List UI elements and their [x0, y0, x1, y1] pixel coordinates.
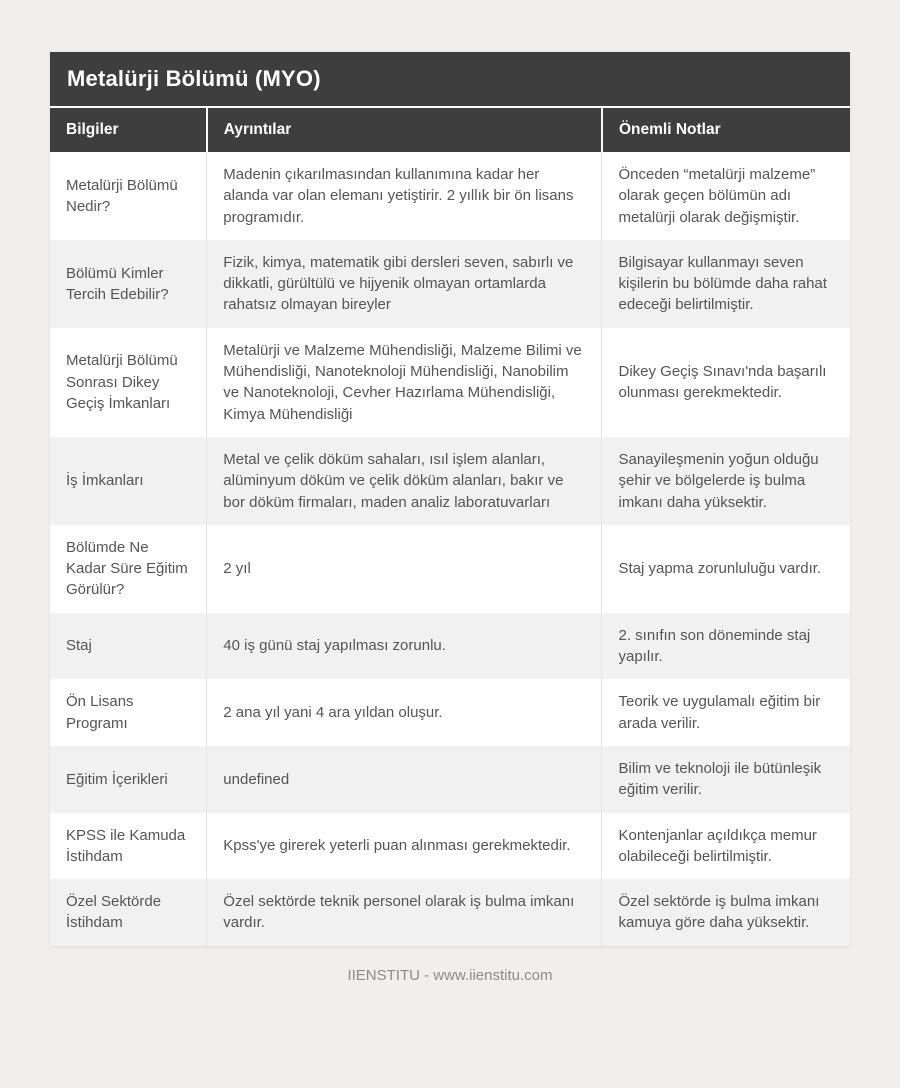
table-row — [50, 152, 850, 240]
cell-info: İş İmkanları — [66, 472, 144, 490]
cell-notes: Sanayileşmenin yoğun olduğu şehir ve bölgelerde iş bulma imkanı daha yüksektir. — [602, 437, 850, 525]
column-header-onemli-notlar: Önemli Notlar — [602, 108, 850, 152]
cell-notes: 2. sınıfın son döneminde staj yapılır. — [602, 613, 850, 680]
cell-details: 2 yıl — [207, 525, 602, 613]
column-header-ayrintilar: Ayrıntılar — [207, 108, 602, 152]
cell-notes: Staj yapma zorunluluğu vardır. — [602, 525, 850, 613]
footer-text: IIENSTITU - www.iienstitu.com — [347, 966, 553, 984]
cell-details: undefined — [207, 746, 602, 813]
cell-notes: Kontenjanlar açıldıkça memur olabileceği belirtilmiştir. — [602, 813, 850, 880]
cell-info: Metalürji Bölümü Sonrası Dikey Geçiş İmkanları — [66, 352, 178, 413]
cell-info: Bölümde Ne Kadar Süre Eğitim Görülür? — [66, 538, 188, 599]
cell-details: Metalürji ve Malzeme Mühendisliği, Malzeme Bilimi ve Mühendisliği, Nanoteknoloji Mühendisliği, Nanobilim ve Nanoteknoloji, Cevher Hazırlama Mühendisliği, Kimya Mühendisliği — [207, 328, 602, 437]
cell-details: Metal ve çelik döküm sahaları, ısıl işlem alanları, alüminyum döküm ve çelik döküm alanları, bakır ve bor döküm firmaları, maden analiz laboratuvarları — [207, 437, 602, 525]
cell-info: Staj — [66, 637, 92, 655]
page-title: Metalürji Bölümü (MYO) — [50, 52, 850, 106]
table-header-row — [50, 108, 850, 152]
table-row — [50, 813, 850, 880]
cell-info: Ön Lisans Programı — [66, 693, 134, 732]
table-row — [50, 613, 850, 680]
table-row — [50, 679, 850, 746]
table-row — [50, 328, 850, 437]
table-row — [50, 746, 850, 813]
cell-notes: Önceden “metalürji malzeme” olarak geçen bölümün adı metalürji olarak değişmiştir. — [602, 152, 850, 240]
cell-info: KPSS ile Kamuda İstihdam — [66, 826, 186, 865]
content-card — [50, 52, 850, 946]
column-header-bilgiler: Bilgiler — [50, 108, 207, 152]
cell-details: 40 iş günü staj yapılması zorunlu. — [207, 613, 602, 680]
cell-details: Fizik, kimya, matematik gibi dersleri seven, sabırlı ve dikkatli, gürültülü ve hijyenik olmayan ortamlarda rahatsız olmayan bireyler — [207, 240, 602, 328]
cell-notes: Özel sektörde iş bulma imkanı kamuya göre daha yüksektir. — [602, 879, 850, 946]
info-table — [50, 108, 850, 946]
table-row — [50, 437, 850, 525]
cell-info: Eğitim İçerikleri — [66, 770, 168, 788]
table-row — [50, 240, 850, 328]
table-row — [50, 525, 850, 613]
cell-details: Kpss'ye girerek yeterli puan alınması gerekmektedir. — [207, 813, 602, 880]
table-row — [50, 879, 850, 946]
cell-details: Özel sektörde teknik personel olarak iş bulma imkanı vardır. — [207, 879, 602, 946]
cell-notes: Dikey Geçiş Sınavı'nda başarılı olunması gerekmektedir. — [602, 328, 850, 437]
cell-details: 2 ana yıl yani 4 ara yıldan oluşur. — [207, 679, 602, 746]
cell-notes: Teorik ve uygulamalı eğitim bir arada verilir. — [602, 679, 850, 746]
cell-notes: Bilgisayar kullanmayı seven kişilerin bu bölümde daha rahat edeceği belirtilmiştir. — [602, 240, 850, 328]
cell-info: Bölümü Kimler Tercih Edebilir? — [66, 264, 169, 303]
cell-notes: Bilim ve teknoloji ile bütünleşik eğitim verilir. — [602, 746, 850, 813]
cell-info: Özel Sektörde İstihdam — [66, 893, 162, 932]
cell-info: Metalürji Bölümü Nedir? — [66, 176, 178, 215]
cell-details: Madenin çıkarılmasından kullanımına kadar her alanda var olan elemanı yetiştirir. 2 yıllık bir ön lisans programıdır. — [207, 152, 602, 240]
